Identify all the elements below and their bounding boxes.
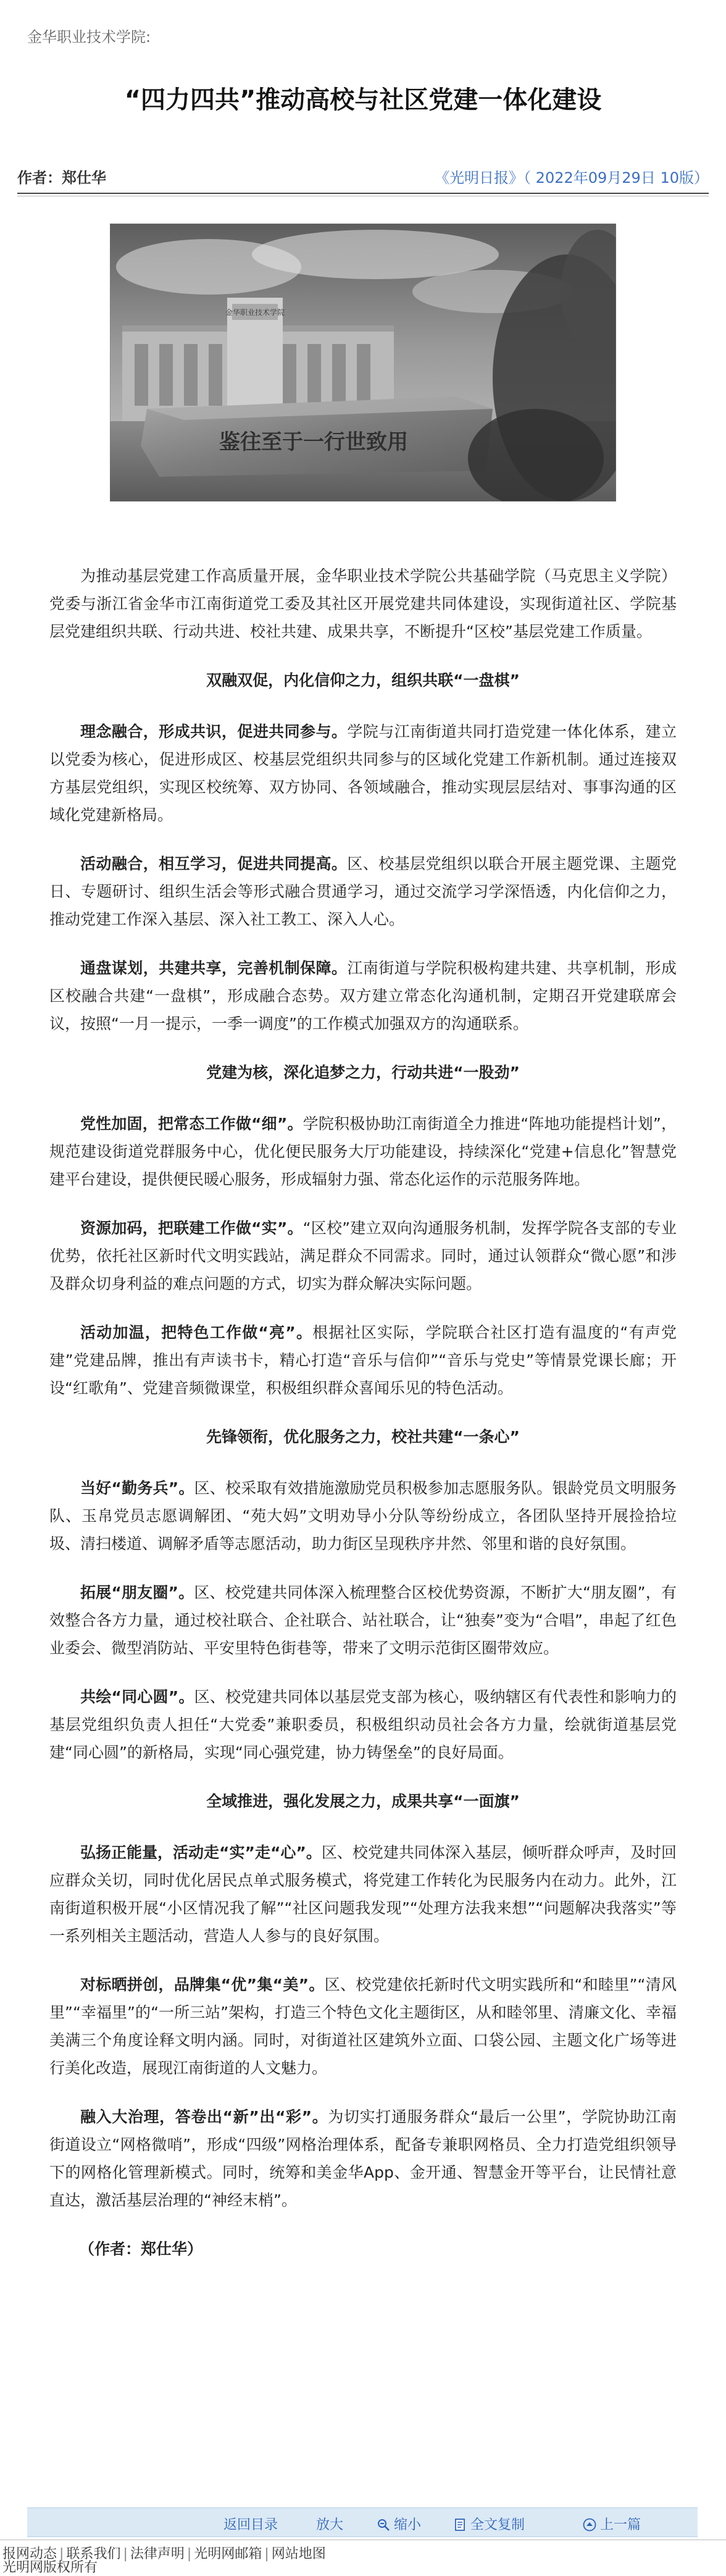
copyright-text: 光明网版权所有 — [2, 2560, 98, 2575]
article-paragraph — [49, 1839, 677, 1950]
zoom-in-button[interactable] — [316, 2514, 343, 2533]
source-link[interactable]: 《光明日报》（ 2022年09月29日 10版） — [435, 169, 709, 187]
article-paragraph — [49, 1579, 677, 1662]
paragraph-lead: 对标晒拼创，品牌集“优”集“美”。 — [80, 1976, 325, 1994]
page-title: “四力四共”推动高校与社区党建一体化建设 — [124, 86, 602, 114]
section-heading: 双融双促，内化信仰之力，组织共联“一盘棋” — [206, 671, 520, 689]
paragraph-lead: 当好“勤务兵”。 — [80, 1479, 194, 1497]
copy-all-label: 全文复制 — [470, 2517, 525, 2533]
paragraph-lead: 活动融合，相互学习，促进共同提高。 — [80, 855, 348, 873]
paragraph-text: 学院积极协助江南街道全力推进“阵地功能提档计划”，规范建设街道党群服务中心，优化便民服务大厅功能建设，持续深化“党建+信息化”智慧党建平台建设，提供便民暖心服务，形成辐射力强、常态化运作的示范服务阵地。 — [49, 1115, 677, 1188]
footer-link-contact[interactable]: 联系我们 — [66, 2546, 121, 2562]
paragraph-text: 区、校党建共同体深入梳理整合区校优势资源，不断扩大“朋友圈”，有效整合各方力量，通过校社联合、企社联合、站社联合，让“独奏”变为“合唱”，串起了红色业委会、微型消防站、平安里特色街巷等，带来了文明示范街区圈带效应。 — [49, 1584, 677, 1657]
article-paragraph — [49, 1110, 677, 1193]
article-body — [49, 562, 677, 2284]
article-paragraph — [49, 1971, 677, 2082]
paragraph-text: 区、校党建依托新时代文明实践所和“和睦里”“清风里”“幸福里”的“一所三站”架构，打造三个特色文化主题街区，从和睦邻里、清廉文化、幸福美满三个角度诠释文明内涵。同时，对街道社区建筑外立面、口袋公园、主题文化广场等进行美化改造，展现江南街道的人文魅力。 — [49, 1976, 677, 2077]
paragraph-text: 区、校基层党组织以联合开展主题党课、主题党日、专题研讨、组织生活会等形式融合贯通学习，通过交流学习学深悟透，内化信仰之力，推动党建工作深入基层、深入社工教工、深入人心。 — [49, 855, 677, 928]
footer-separator: | — [186, 2546, 192, 2562]
paragraph-lead: 弘扬正能量，活动走“实”走“心”。 — [80, 1844, 322, 1861]
paragraph-text: 区、校党建共同体深入基层，倾听群众呼声，及时回应群众关切，同时优化居民点单式服务模式，将党建工作转化为民服务内在动力。此外，江南街道积极开展“小区情况我了解”“社区问题我发现”“处理方法我来想”“问题解决我落实”等一系列相关主题活动，营造人人参与的良好氛围。 — [49, 1844, 677, 1945]
paragraph-text: 为切实打通服务群众“最后一公里”，学院协助江南街道设立“网格微哨”，形成“四级”网格治理体系，配备专兼职网格员、全力打造党组织领导下的网格化管理新模式。同时，统筹和美金华App、金开通、智慧金开等平台，让民情社意直达，激活基层治理的“神经末梢”。 — [49, 2108, 677, 2209]
stone-inscription: 鉴往至于一行世致用 — [219, 430, 408, 455]
paragraph-text: 江南街道与学院积极构建共建、共享机制，形成区校融合共建“一盘棋”，形成融合态势。双方建立常态化沟通机制，定期召开党建联席会议，按照“一月一提示，一季一调度”的工作模式加强双方的沟通联系。 — [49, 959, 677, 1033]
footer-link-mail[interactable]: 光明网邮箱 — [194, 2546, 262, 2562]
zoom-out-label: 缩小 — [394, 2517, 422, 2533]
article-paragraph — [49, 1683, 677, 1766]
paragraph-text: 区、校党建共同体以基层党支部为核心，吸纳辖区有代表性和影响力的基层党组织负责人担任“大党委”兼职委员，积极组织动员社会各方力量，绘就街道基层党建“同心圆”的新格局，实现“同心强党建，协力铸堡垒”的良好局面。 — [49, 1688, 677, 1761]
author-line: 作者：郑仕华 — [17, 169, 106, 187]
section-heading: 党建为核，深化追梦之力，行动共进“一股劲” — [206, 1064, 520, 1081]
paragraph-lead: 党性加固，把常态工作做“细”。 — [80, 1115, 303, 1133]
footer-separator: | — [59, 2546, 64, 2562]
article-paragraph — [49, 850, 677, 933]
paragraph-text: 学院与江南街道共同打造党建一体化体系，建立以党委为核心，促进形成区、校基层党组织共同参与的区域化党建工作新机制。通过连接双方基层党组织，实现区校统筹、双方协同、各领域融合，推动实现层层结对、事事沟通的区域化党建新格局。 — [49, 723, 677, 824]
section-heading: 全域推进，强化发展之力，成果共享“一面旗” — [206, 1792, 520, 1810]
title-divider — [17, 193, 709, 194]
paragraph-lead: 融入大治理，答卷出“新”出“彩”。 — [80, 2108, 328, 2126]
previous-article-label: 上一篇 — [600, 2517, 641, 2533]
magnifier-icon — [377, 2518, 390, 2532]
article-paragraph — [49, 1214, 677, 1298]
copy-all-button[interactable] — [453, 2514, 525, 2533]
article-paragraph — [49, 718, 677, 829]
footer-separator: | — [123, 2546, 128, 2562]
paragraph-text: 区、校采取有效措施激励党员积极参加志愿服务队。银龄党员文明服务队、玉帛党员志愿调解团、“苑大妈”文明劝导小分队等纷纷成立，各团队坚持开展捡拾垃圾、清扫楼道、调解矛盾等志愿活动，助力街区呈现秩序井然、邻里和谐的良好氛围。 — [49, 1479, 677, 1553]
author-signature: （作者：郑仕华） — [79, 2240, 203, 2258]
footer-link-news[interactable]: 报网动态 — [2, 2546, 57, 2562]
article-paragraph — [49, 1319, 677, 1402]
article-paragraph — [49, 2103, 677, 2214]
document-icon — [453, 2518, 467, 2532]
paragraph-text: 根据社区实际，学院联合社区打造有温度的“有声党建”党建品牌，推出有声读书卡，精心打造“音乐与信仰”“音乐与党史”等情景党课长廊；开设“红歌角”、党建音频微课堂，积极组织群众喜闻乐见的特色活动。 — [49, 1324, 677, 1397]
paragraph-lead: 资源加码，把联建工作做“实”。 — [80, 1219, 303, 1237]
article-paragraph — [49, 1474, 677, 1558]
paragraph-lead: 活动加温，把特色工作做“亮”。 — [80, 1324, 313, 1341]
section-heading: 先锋领衔，优化服务之力，校社共建“一条心” — [206, 1428, 520, 1446]
paragraph-lead: 拓展“朋友圈”。 — [80, 1584, 194, 1601]
zoom-out-button[interactable] — [377, 2514, 421, 2533]
paragraph-lead: 理念融合，形成共识，促进共同参与。 — [80, 723, 348, 740]
paragraph-lead: 通盘谋划，共建共享，完善机制保障。 — [80, 959, 348, 977]
previous-article-button[interactable] — [583, 2514, 641, 2533]
back-to-index-button[interactable]: 返回目录 — [223, 2517, 278, 2533]
footer-separator: | — [264, 2546, 269, 2562]
org-label: 金华职业技术学院: — [27, 28, 151, 46]
arrow-up-icon — [583, 2518, 596, 2532]
zoom-in-label: 放大 — [316, 2517, 344, 2533]
article-paragraph — [49, 954, 677, 1038]
article-photo — [110, 224, 616, 501]
article-toolbar — [27, 2507, 698, 2537]
meta-row — [17, 166, 709, 187]
paragraph-lead: 共绘“同心圆”。 — [80, 1688, 194, 1706]
building-name-text: 金华职业技术学院 — [225, 308, 285, 317]
intro-paragraph: 为推动基层党建工作高质量开展，金华职业技术学院公共基础学院（马克思主义学院）党委与浙江省金华市江南街道党工委及其社区开展党建共同体建设，实现街道社区、学院基层党建组织共联、行动共进、校社共建、成果共享，不断提升“区校”基层党建工作质量。 — [49, 567, 677, 640]
footer-link-sitemap[interactable]: 网站地图 — [271, 2546, 326, 2562]
footer-link-legal[interactable]: 法律声明 — [130, 2546, 185, 2562]
paragraph-text: “区校”建立双向沟通服务机制，发挥学院各支部的专业优势，依托社区新时代文明实践站，满足群众不同需求。同时，通过认领群众“微心愿”和涉及群众切身利益的难点问题的方式，切实为群众解决实际问题。 — [49, 1219, 677, 1293]
